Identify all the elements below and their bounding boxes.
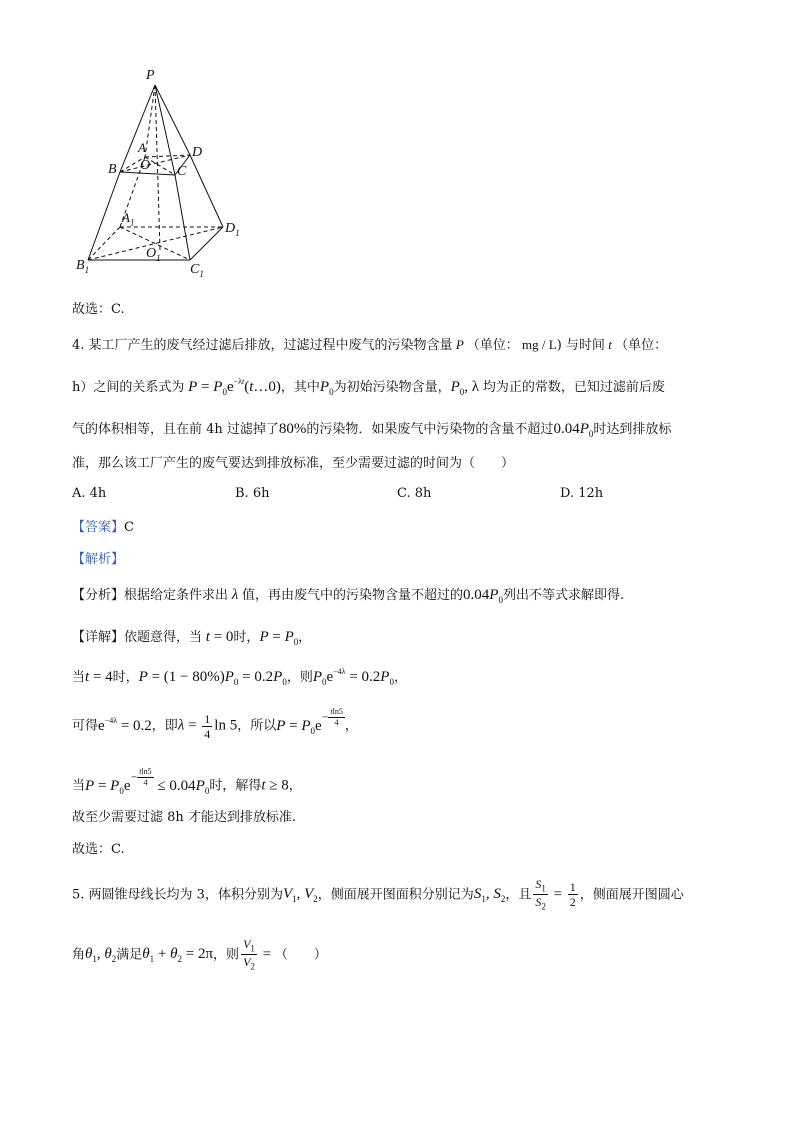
- q4-line1: 4. 某工厂产生的废气经过滤后排放，过滤过程中废气的污染物含量 P （单位： mg / L) 与时间 t （单位：: [72, 337, 668, 353]
- label-B: B: [108, 162, 117, 177]
- option-c[interactable]: C. 8h: [397, 486, 432, 501]
- label-O1: $O_1$: [146, 246, 161, 263]
- final-answer: 故选：C.: [72, 842, 125, 857]
- analysis-tag: 【解析】: [72, 552, 125, 567]
- q5-line1: 5. 两圆锥母线长均为 3，体积分别为$V_1$, $V_2$，侧面展开图面积分别记为$S_1$, $S_2$，且 $\frac{S_1}{S_2}$ = $\frac{1}{2}$ ，侧面展开图圆心: [72, 877, 684, 912]
- step3-line: 可得$e^{-4\lambda} = 0.2$，即λ = $\frac{1}{4}$ ln 5，所以$P = P_0e-$ $\frac{tln5}{4}$ ，: [72, 707, 358, 741]
- conclusion: 故至少需要过滤 8h 才能达到排放标准.: [72, 810, 297, 825]
- option-a[interactable]: A. 4h: [72, 486, 107, 501]
- fenxi-line: 【分析】根据给定条件求出 λ 值，再由废气中的污染物含量不超过的$0.04P_0$列出不等式求解即得.: [72, 587, 625, 605]
- answer-tag: 【答案】: [72, 520, 125, 535]
- label-P: P: [146, 68, 155, 83]
- q4-line4: 准，那么该工厂产生的废气要达到排放标准，至少需要过滤的时间为（ ）: [72, 456, 515, 471]
- option-d[interactable]: D. 12h: [560, 486, 604, 501]
- label-C: C: [177, 164, 187, 179]
- q4-line2: h）之间的关系式为 $P = P_0e^{-\lambda t}(t\dots 0)$，其中$P_0$为初始污染物含量，$P_0$, λ 均为正的常数，已知过滤前后废: [72, 377, 665, 397]
- step4-line: 当$P = P_0e-$ $\frac{tln5}{4}$ ≤ $0.04P_0$时，解得t ≥ 8，: [72, 767, 302, 796]
- answer-line: 【答案】C: [72, 520, 134, 535]
- label-O: O: [140, 158, 151, 173]
- label-C1: $C_1$: [190, 262, 204, 279]
- label-A: A: [138, 140, 146, 155]
- label-B1: $B_1$: [76, 258, 90, 275]
- xiangjie-line: 【详解】依题意得，当 t = 0时，$P = P_0$，: [72, 629, 312, 647]
- label-D: D: [192, 145, 203, 160]
- step2-line: 当t = 4时，$P = (1 - 80\%)P_0 = 0.2P_0$，则$P_0e^{-4\lambda} = 0.2P_0$，: [72, 667, 407, 687]
- q5-line2: 角$\theta_1$, $\theta_2$满足$\theta_1 + \theta_2 = 2\pi$，则 $\frac{V_1}{V_2}$ = （ ）: [72, 937, 327, 972]
- label-A1: $A_1$: [122, 210, 135, 228]
- label-D1: $D_1$: [225, 221, 240, 238]
- prev-answer: 故选：C.: [72, 302, 125, 317]
- q4-line3: 气的体积相等，且在前 4h 过滤掉了80%的污染物．如果废气中污染物的含量不超过$0.04P_0$时达到排放标: [72, 421, 672, 439]
- option-b[interactable]: B. 6h: [235, 486, 270, 501]
